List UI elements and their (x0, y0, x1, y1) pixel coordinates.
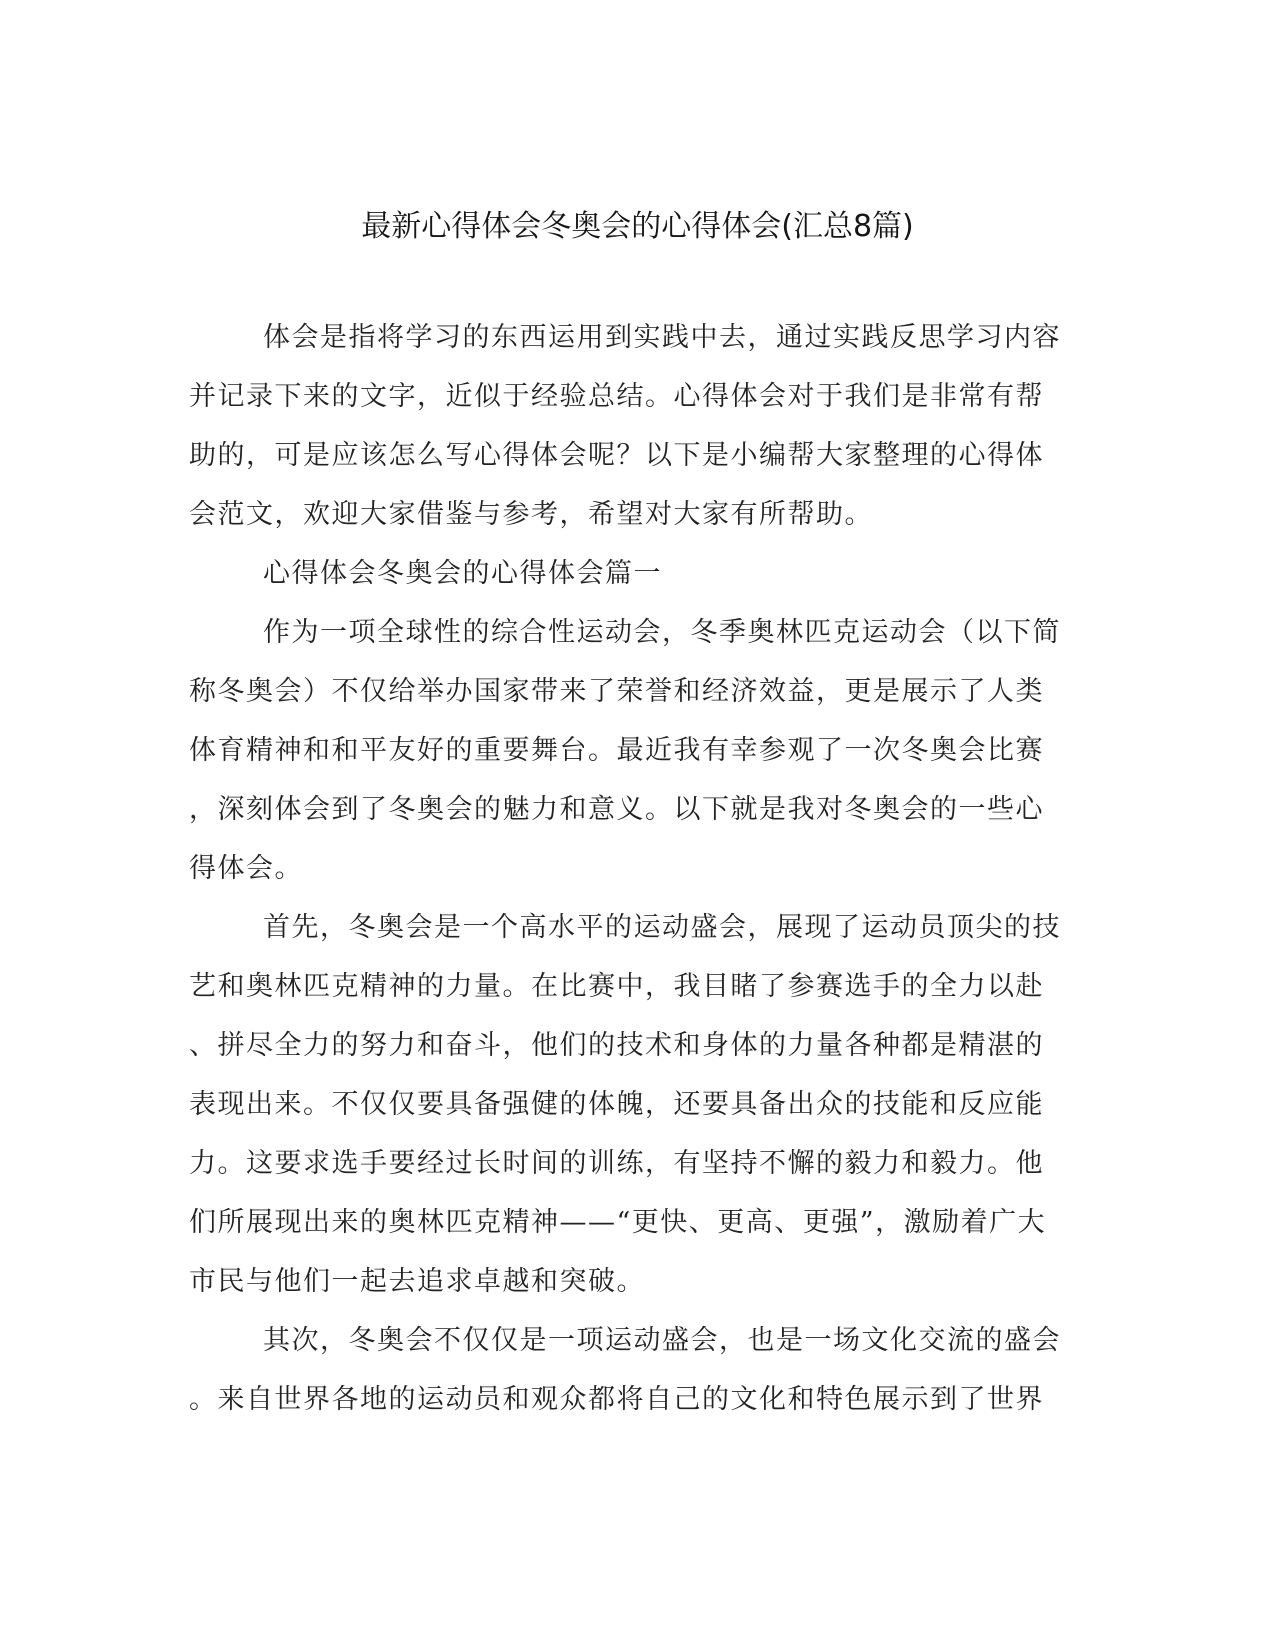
paragraph-line: 、拼尽全力的努力和奋斗，他们的技术和身体的力量各种都是精湛的 (189, 1030, 1044, 1061)
paragraph-line: ，深刻体会到了冬奥会的魅力和意义。以下就是我对冬奥会的一些心 (189, 794, 1044, 825)
paragraph-line: 会范文，欢迎大家借鉴与参考，希望对大家有所帮助。 (189, 499, 873, 530)
paragraph-line: 体会是指将学习的东西运用到实践中去，通过实践反思学习内容 (263, 322, 1061, 353)
document-title: 最新心得体会冬奥会的心得体会(汇总8篇) (361, 209, 914, 244)
paragraph-line: 们所展现出来的奥林匹克精神——“更快、更高、更强”，激励着广大 (189, 1207, 1047, 1238)
paragraph-line: 力。这要求选手要经过长时间的训练，有坚持不懈的毅力和毅力。他 (189, 1148, 1044, 1179)
paragraph-line: 市民与他们一起去追求卓越和突破。 (189, 1266, 645, 1297)
paragraph-line: 首先，冬奥会是一个高水平的运动盛会，展现了运动员顶尖的技 (263, 912, 1061, 943)
paragraph-line: 体育精神和和平友好的重要舞台。最近我有幸参观了一次冬奥会比赛 (189, 735, 1044, 766)
paragraph-line: 助的，可是应该怎么写心得体会呢？以下是小编帮大家整理的心得体 (189, 440, 1044, 471)
paragraph-line: 艺和奥林匹克精神的力量。在比赛中，我目睹了参赛选手的全力以赴 (189, 971, 1044, 1002)
paragraph-line: 。来自世界各地的运动员和观众都将自己的文化和特色展示到了世界 (189, 1384, 1044, 1415)
paragraph-line: 其次，冬奥会不仅仅是一项运动盛会，也是一场文化交流的盛会 (263, 1325, 1061, 1356)
section-heading: 心得体会冬奥会的心得体会篇一 (263, 558, 662, 589)
paragraph-line: 称冬奥会）不仅给举办国家带来了荣誉和经济效益，更是展示了人类 (189, 676, 1044, 707)
paragraph-line: 得体会。 (189, 853, 303, 884)
paragraph-line: 作为一项全球性的综合性运动会，冬季奥林匹克运动会（以下简 (263, 617, 1061, 648)
paragraph-line: 表现出来。不仅仅要具备强健的体魄，还要具备出众的技能和反应能 (189, 1089, 1044, 1120)
paragraph-line: 并记录下来的文字，近似于经验总结。心得体会对于我们是非常有帮 (189, 381, 1044, 412)
